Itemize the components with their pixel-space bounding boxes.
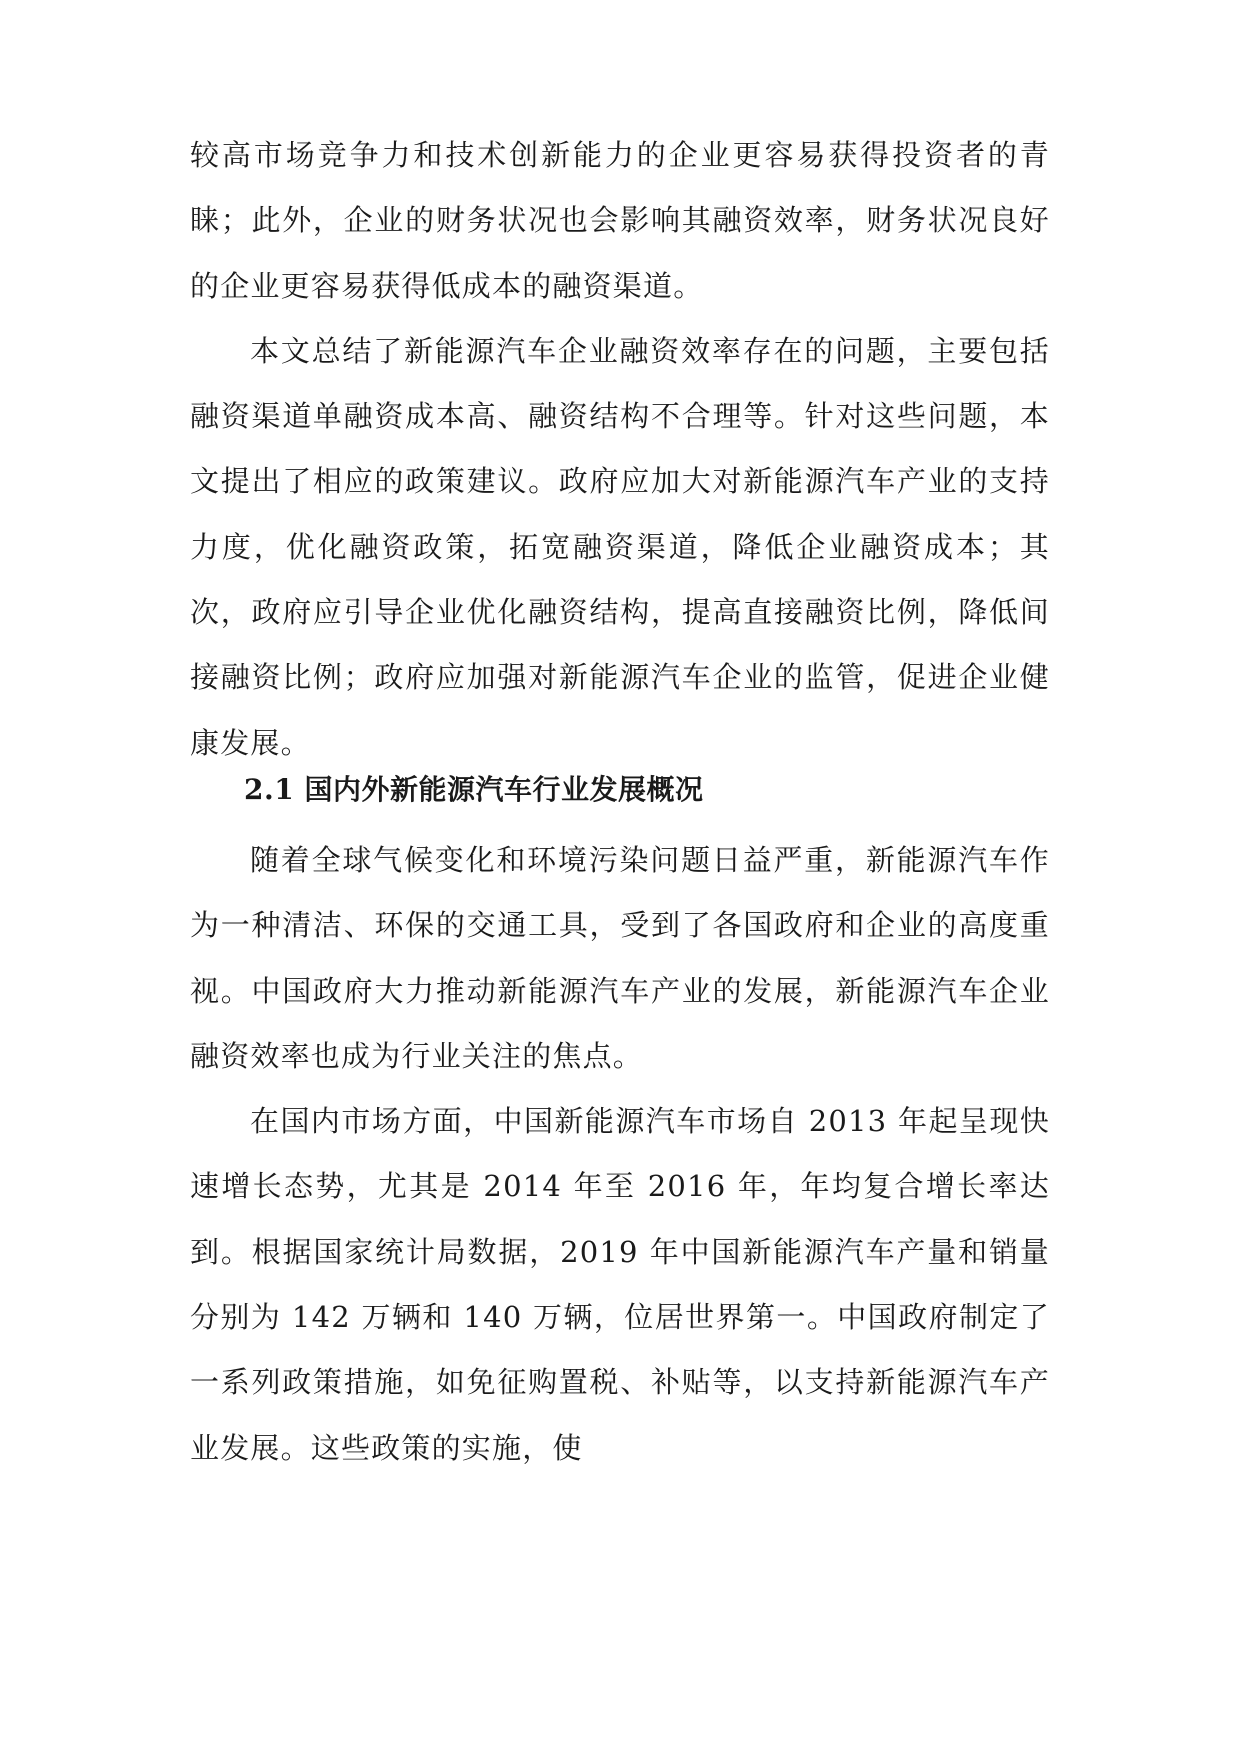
body-text-block-1	[190, 123, 1050, 776]
body-text-block-2	[190, 828, 1050, 1481]
paragraph-continued: 较高市场竞争力和技术创新能力的企业更容易获得投资者的青睐；此外，企业的财务状况也会影响其融资效率，财务状况良好的企业更容易获得低成本的融资渠道。	[190, 138, 1050, 303]
paragraph-intro: 随着全球气候变化和环境污染问题日益严重，新能源汽车作为一种清洁、环保的交通工具，受到了各国政府和企业的高度重视。中国政府大力推动新能源汽车产业的发展，新能源汽车企业融资效率也成为行业关注的焦点。	[190, 843, 1050, 1073]
paragraph-domestic-market: 在国内市场方面，中国新能源汽车市场自 2013 年起呈现快速增长态势，尤其是 2014 年至 2016 年，年均复合增长率达到。根据国家统计局数据，2019 年中国新能源汽车产量和销量分别为 142 万辆和 140 万辆，位居世界第一。中国政府制定了一系列政策措施，如免征购置税、补贴等，以支持新能源汽车产业发展。这些政策的实施，使	[190, 1104, 1050, 1465]
section-heading: 2.1 国内外新能源汽车行业发展概况	[244, 773, 704, 806]
paragraph-summary: 本文总结了新能源汽车企业融资效率存在的问题，主要包括融资渠道单融资成本高、融资结构不合理等。针对这些问题，本文提出了相应的政策建议。政府应加大对新能源汽车产业的支持力度，优化融资政策，拓宽融资渠道，降低企业融资成本；其次，政府应引导企业优化融资结构，提高直接融资比例，降低间接融资比例；政府应加强对新能源汽车企业的监管，促进企业健康发展。	[190, 333, 1050, 760]
